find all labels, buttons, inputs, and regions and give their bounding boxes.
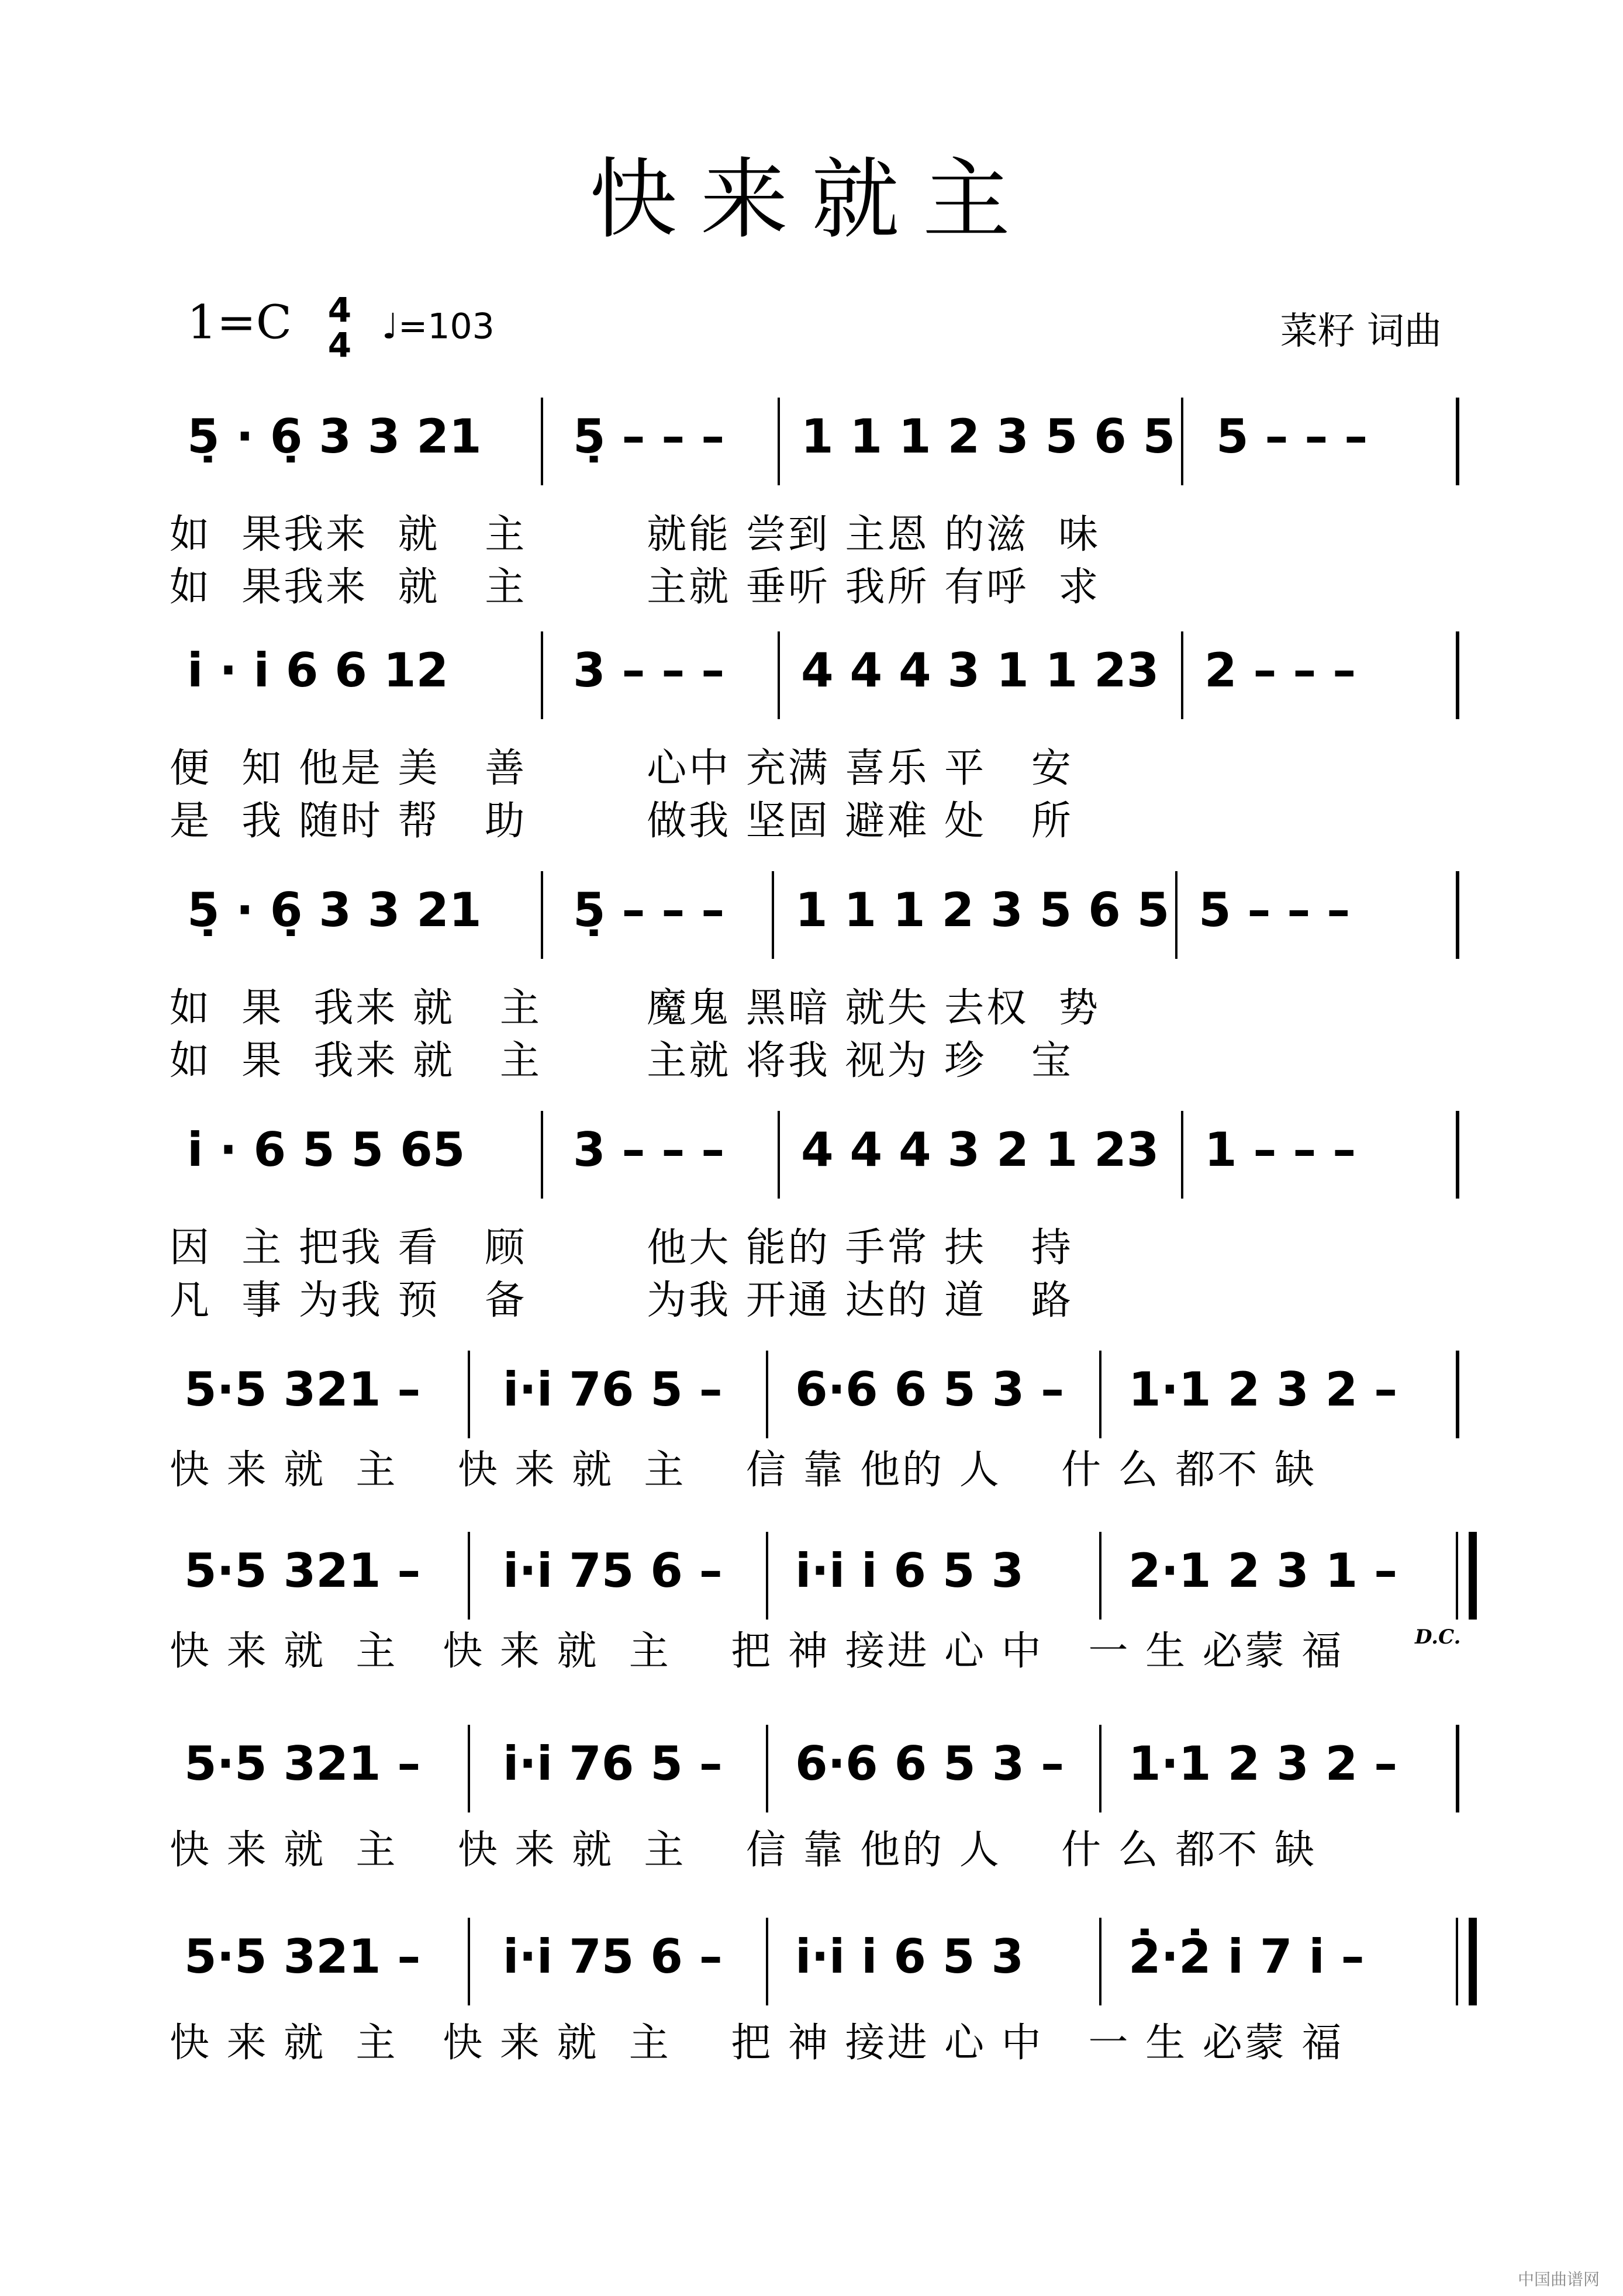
barline bbox=[1456, 1111, 1459, 1199]
measure: 1 – – – bbox=[1204, 1123, 1356, 1177]
notation-row bbox=[164, 859, 1462, 971]
measure: 1·1 2 3 2 – bbox=[1128, 1736, 1398, 1791]
score-meta bbox=[187, 290, 495, 365]
measure: 6·6 6 5 3 – bbox=[795, 1736, 1065, 1791]
barline bbox=[541, 871, 543, 959]
barline bbox=[468, 1532, 470, 1620]
measure: 4 4 4 3 2 1 23 bbox=[801, 1123, 1159, 1177]
barline bbox=[778, 631, 780, 719]
barline bbox=[1456, 1918, 1477, 2005]
time-signature-bottom: 4 bbox=[327, 325, 352, 365]
lyric-row: 如 果 我来 就 主 主就 将我 视为 珍 宝 bbox=[170, 1038, 1073, 1084]
barline bbox=[766, 1351, 768, 1438]
dc-marker: D.C. bbox=[1415, 1625, 1461, 1649]
barline bbox=[1456, 1725, 1459, 1812]
measure: 4 4 4 3 1 1 23 bbox=[801, 643, 1159, 698]
measure: 5̣ – – – bbox=[573, 409, 725, 464]
barline bbox=[468, 1918, 470, 2005]
score-title: 快来就主 bbox=[589, 149, 1034, 251]
barline bbox=[1181, 398, 1183, 485]
barline bbox=[541, 398, 543, 485]
barline bbox=[541, 631, 543, 719]
time-signature bbox=[327, 290, 352, 365]
notation-row bbox=[164, 1520, 1462, 1631]
measure: 5̣ · 6̣ 3 3 21 bbox=[187, 883, 482, 937]
measure: i̇·i̇ 76 5 – bbox=[503, 1736, 723, 1791]
measure: 1 1 1 2 3 5 6 5 bbox=[795, 883, 1170, 937]
key-signature: 1=C bbox=[187, 295, 292, 350]
barline bbox=[778, 398, 780, 485]
barline bbox=[1099, 1351, 1101, 1438]
measure: i̇·i̇ 75 6 – bbox=[503, 1544, 723, 1598]
lyric-row: 快 来 就 主 快 来 就 主 信 靠 他的 人 什 么 都不 缺 bbox=[170, 1447, 1317, 1493]
measure: 1 1 1 2 3 5 6 5 bbox=[801, 409, 1176, 464]
measure: 5̣ – – – bbox=[573, 883, 725, 937]
lyric-row: 如 果我来 就 主 就能 尝到 主恩 的滋 味 bbox=[170, 512, 1101, 558]
lyric-row: 快 来 就 主 快 来 就 主 信 靠 他的 人 什 么 都不 缺 bbox=[170, 1827, 1317, 1873]
measure: i̇·i̇ 76 5 – bbox=[503, 1362, 723, 1417]
composer-credit: 菜籽 词曲 bbox=[1280, 310, 1442, 353]
lyric-row: 便 知 他是 美 善 心中 充满 喜乐 平 安 bbox=[170, 745, 1073, 792]
lyric-row: 如 果我来 就 主 主就 垂听 我所 有呼 求 bbox=[170, 564, 1101, 610]
lyric-row: 快 来 就 主 快 来 就 主 把 神 接进 心 中 一 生 必蒙 福 bbox=[170, 1628, 1344, 1674]
measure: i̇·i̇ 75 6 – bbox=[503, 1929, 723, 1984]
measure: i̇·i̇ i̇ 6 5 3 bbox=[795, 1544, 1024, 1598]
barline bbox=[1456, 1532, 1477, 1620]
notation-row bbox=[164, 1099, 1462, 1210]
barline bbox=[1181, 1111, 1183, 1199]
barline bbox=[468, 1351, 470, 1438]
measure: i̇ · i̇ 6 6 12 bbox=[187, 643, 449, 698]
barline bbox=[766, 1918, 768, 2005]
barline bbox=[1099, 1918, 1101, 2005]
lyric-row: 因 主 把我 看 顾 他大 能的 手常 扶 持 bbox=[170, 1225, 1073, 1271]
notation-row bbox=[164, 1906, 1462, 2017]
notation-row bbox=[164, 1713, 1462, 1824]
barline bbox=[1456, 631, 1459, 719]
measure: 1·1 2 3 2 – bbox=[1128, 1362, 1398, 1417]
measure: 3 – – – bbox=[573, 643, 725, 698]
measure: 5·5 321 – bbox=[184, 1544, 421, 1598]
barline bbox=[1181, 631, 1183, 719]
barline bbox=[1099, 1725, 1101, 1812]
lyric-row: 是 我 随时 帮 助 做我 坚固 避难 处 所 bbox=[170, 798, 1073, 844]
barline bbox=[1175, 871, 1177, 959]
footer-watermark: 中国曲谱网 bbox=[1517, 2270, 1600, 2289]
measure: 5·5 321 – bbox=[184, 1929, 421, 1984]
barline bbox=[766, 1532, 768, 1620]
time-signature-top: 4 bbox=[327, 290, 352, 330]
measure: 6·6 6 5 3 – bbox=[795, 1362, 1065, 1417]
measure: 2·1 2 3 1 – bbox=[1128, 1544, 1398, 1598]
measure: 3 – – – bbox=[573, 1123, 725, 1177]
measure: 2̇·2̇ i̇ 7 i̇ – bbox=[1128, 1929, 1365, 1984]
measure: i̇ · 6 5 5 65 bbox=[187, 1123, 465, 1177]
measure: 5 – – – bbox=[1199, 883, 1351, 937]
barline bbox=[1099, 1532, 1101, 1620]
barline bbox=[778, 1111, 780, 1199]
lyric-row: 快 来 就 主 快 来 就 主 把 神 接进 心 中 一 生 必蒙 福 bbox=[170, 2020, 1344, 2066]
barline bbox=[772, 871, 774, 959]
notation-row bbox=[164, 1339, 1462, 1450]
measure: 5·5 321 – bbox=[184, 1362, 421, 1417]
barline bbox=[541, 1111, 543, 1199]
measure: 5·5 321 – bbox=[184, 1736, 421, 1791]
measure: 2 – – – bbox=[1204, 643, 1356, 698]
barline bbox=[1456, 871, 1459, 959]
notation-row bbox=[164, 620, 1462, 731]
barline bbox=[1456, 1351, 1459, 1438]
lyric-row: 凡 事 为我 预 备 为我 开通 达的 道 路 bbox=[170, 1278, 1073, 1324]
barline bbox=[766, 1725, 768, 1812]
barline bbox=[468, 1725, 470, 1812]
measure: 5̣ · 6̣ 3 3 21 bbox=[187, 409, 482, 464]
measure: 5 – – – bbox=[1216, 409, 1368, 464]
notation-row bbox=[164, 386, 1462, 497]
barline bbox=[1456, 398, 1459, 485]
measure: i̇·i̇ i̇ 6 5 3 bbox=[795, 1929, 1024, 1984]
tempo-marking: ♩=103 bbox=[381, 306, 495, 347]
lyric-row: 如 果 我来 就 主 魔鬼 黑暗 就失 去权 势 bbox=[170, 985, 1101, 1031]
